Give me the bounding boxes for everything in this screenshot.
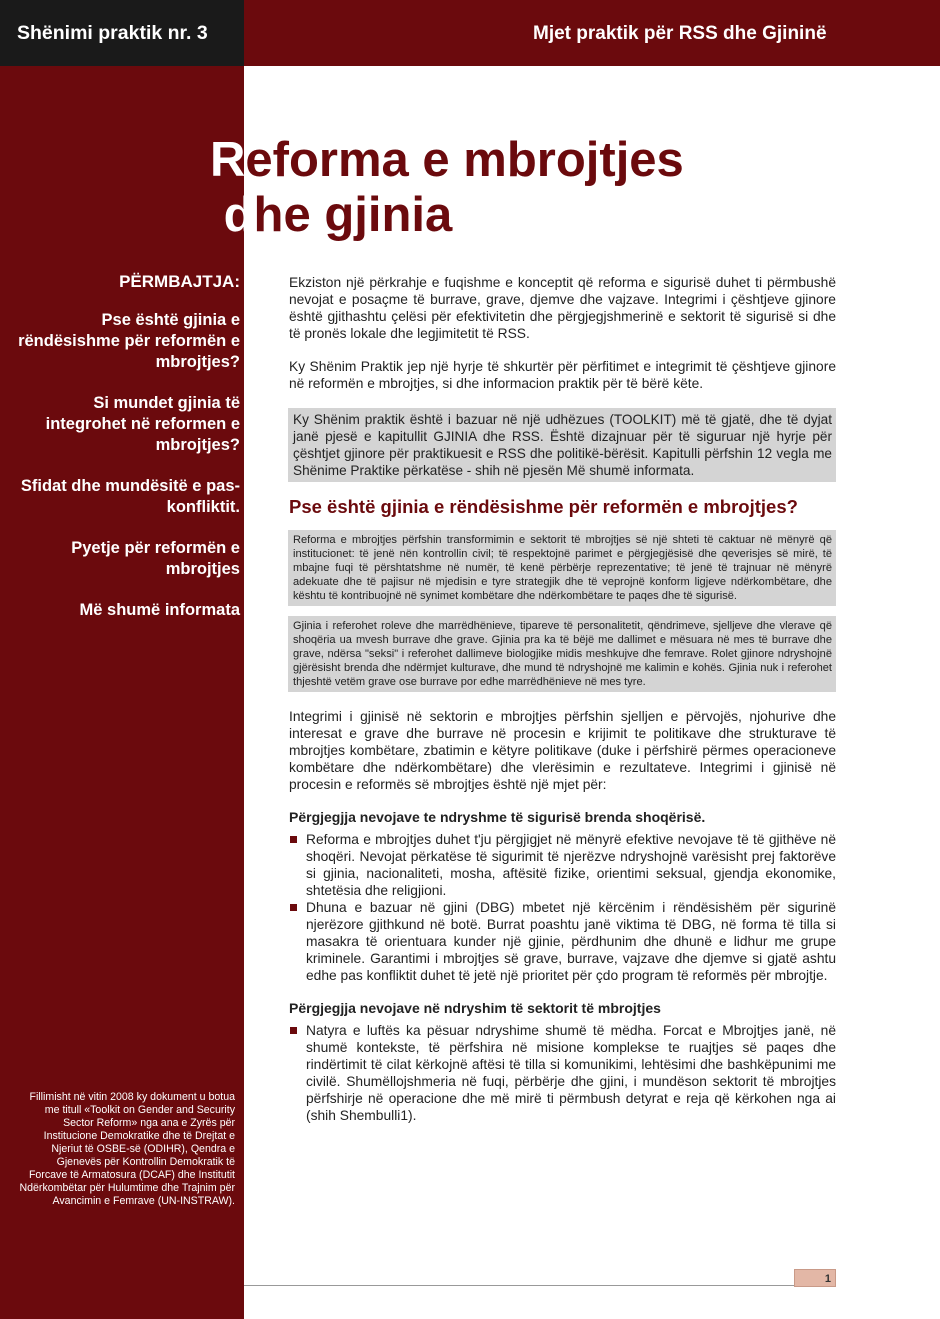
list-item: Natyra e luftës ka pësuar ndryshime shumë të mëdha. Forcat e Mbrojtjes janë, në shumë kontekste, të përfshira në misione komplekse te ruajtjes së paqes dhe rindërtimit të cilat kërkojnë aftësi të tilla si komunikimi, lehtësimi dhe bashkëpunimi me civilë. Shumëllojshmeria në fuqi, përbërje dhe gjini, i mundëson sektorit të mbrojtjes përfshirje në operacione dhe më mirë ti përmbush detyrat e reja që kërkohen nga ai (shih Shembulli1). bbox=[289, 1022, 836, 1124]
series-title: Mjet praktik për RSS dhe Gjininë bbox=[533, 23, 827, 44]
integration-paragraph: Integrimi i gjinisë në sektorin e mbrojtjes përfshin sjelljen e përvojës, njohurive dhe interesat e grave dhe burrave në procesin e krijimit te politikave dhe strukturave të mbrojtjes kombëtare, zbatimin e këtyre politikave (duke i përfshirë përmes operacioneve kombëtare dhe ndërkombëtare) dhe vlerësimin e rezultateve. Integrimi i gjinisë në procesin e reformës së mbrojtjes është një mjet për: bbox=[289, 709, 836, 792]
table-of-contents bbox=[10, 272, 240, 641]
toc-item-post-conflict[interactable]: Sfidat dhe mundësitë e pas-konfliktit. bbox=[20, 477, 240, 516]
title-line2-rest: he gjinia bbox=[253, 188, 453, 242]
security-needs-list bbox=[289, 831, 836, 984]
list-item: Reforma e mbrojtjes duhet t'ju përgjigjet në mënyrë efektive nevojave të të gjithëve në shoqëri. Nevojat përkatëse të sigurimit të njerëzve ndryshojnë varësisht prej faktorëve si gjinia, nacionaliteti, mosha, aftësitë fizike, orientimi seksual, gjendja ekonomike, shtetësia dhe religjioni. bbox=[289, 831, 836, 899]
toc-item-integration[interactable]: Si mundet gjinia të integrohet në reformen e mbrojtjes? bbox=[45, 394, 240, 454]
intro-paragraph-1: Ekziston një përkrahje e fuqishme e konceptit që reforma e sigurisë duhet ti përmbushë nevojat e posaçme të burrave, grave, djemve dhe vajzave. Integrimi i çështjeve gjinore është gjithashtu çelësi për efektivitetin dhe përgjegjshmerinë e sektorit të sigurisë si dhe të pronës lokale dhe legjimitetit të RSS. bbox=[289, 275, 836, 341]
footer-divider bbox=[244, 1285, 794, 1286]
intro-paragraph-2: Ky Shënim Praktik jep një hyrje të shkurtër për përfitimet e integrimit të çështjeve gjinore në reformën e mbrojtjes, si dhe informacion praktik për të bërë këte. bbox=[289, 359, 836, 391]
note-label-bar bbox=[0, 0, 244, 66]
list-item: Dhuna e bazuar në gjini (DBG) mbetet një kërcënim i rëndësishëm për sigurinë njerëzore gjithkund në botë. Burrat poashtu janë viktima të DBG, në forma të tilla si masakra të orientuara kunder një gjinie, përdhunim dhe dhunë e lidhur me grupe kriminele. Garantimi i mbrojtjes së grave, burrave, vajzave dhe djemve si gjatë ashtu edhe pas konfliktit duhet të jetë një prioritet për çdo program të reformës për mbrojtje. bbox=[289, 899, 836, 984]
changing-needs-list bbox=[289, 1022, 836, 1124]
toolkit-info-box: Ky Shënim praktik është i bazuar në një udhëzues (TOOLKIT) më të gjatë, dhe të dyjat janë pjesë e kapitullit GJINIA dhe RSS. Është dizajnuar për të siguruar një hyrje për çështjet gjinore për praktikuesit e RSS dhe politikë-bërësit. Kapitulli përfshin 12 vegla me Shënime Praktike përkatëse - shih në pjesën Më shumë informata. bbox=[288, 408, 836, 482]
main-content bbox=[289, 274, 836, 1140]
toc-item-questions[interactable]: Pyetje për reformën e mbrojtjes bbox=[71, 539, 240, 578]
title-line1-first: R bbox=[210, 133, 246, 187]
page-number: 1 bbox=[794, 1269, 836, 1287]
subheading-security-needs: Përgjegjja nevojave te ndryshme të sigurisë brenda shoqërisë. bbox=[289, 809, 706, 825]
practice-note-label: Shënimi praktik nr. 3 bbox=[17, 22, 208, 44]
defence-reform-definition-box: Reforma e mbrojtjes përfshin transformimin e sektorit të mbrojtjes së një shteti të caktuar në mënyrë që institucionet: të jenë nën kontrollin civil; të respektojnë parimet e përgjegjësisë dhe qeverisjes së mirë, të mbajne fuqi të përshtatshme në numër, të kenë përbërje reprezentative; të jenë të trajnuar në mënyrë adekuate dhe të pajisur në mjedisin e tyre strategjik dhe të veprojnë konform ligjeve ndërkombëtare, dhe kështu të kontribuojnë në synimet kombëtare dhe ndërkombëtare te paqes dhe të sigurisë. bbox=[288, 530, 836, 606]
page-title bbox=[210, 133, 684, 243]
toc-item-more-info[interactable]: Më shumë informata bbox=[79, 601, 240, 619]
subheading-changing-needs: Përgjegjja nevojave në ndryshim të sektorit të mbrojtjes bbox=[289, 1000, 661, 1016]
toc-heading: PËRMBAJTJA: bbox=[119, 272, 240, 291]
title-line1-rest: eforma e mbrojtjes bbox=[245, 133, 684, 187]
header-bar bbox=[244, 0, 940, 66]
publication-origin-note: Fillimisht në vitin 2008 ky dokument u botua me titull «Toolkit on Gender and Security Sector Reform» nga ana e Zyrës për Institucione Demokratike dhe të Drejtat e Njeriut të OSBE-së (ODIHR), Qendra e Gjenevës për Kontrollin Demokratik të Forcave të Armatosura (DCAF) dhe Institutit Ndërkombëtar për Hulumtime dhe Trajnim për Avancimin e Femrave (UN-INSTRAW). bbox=[19, 1091, 235, 1207]
gender-definition-box: Gjinia i referohet roleve dhe marrëdhënieve, tipareve të personalitetit, qëndrimeve, sjelljeve dhe vlerave që shoqëria ua mvesh burrave dhe grave. Gjinia pra ka të bëjë me dallimet e mësuara në mes të burrave dhe grave, ndërsa "seksi" i referohet dallimeve biologjike midis meshkujve dhe femrave. Rolet gjinore ndryshojnë gjërësisht brenda dhe ndërmjet kulturave, dhe mund të ndryshojnë me kalimin e kohës. Gjinia nuk i referohet thjeshtë vetëm grave ose burrave por edhe marrëdhënieve në mes tyre. bbox=[288, 616, 836, 692]
toc-item-why-gender[interactable]: Pse është gjinia e rëndësishme për reformën e mbrojtjes? bbox=[18, 311, 240, 371]
section-heading-why-gender: Pse është gjinia e rëndësishme për reformën e mbrojtjes? bbox=[289, 496, 798, 517]
title-line2-first: d bbox=[210, 188, 254, 242]
